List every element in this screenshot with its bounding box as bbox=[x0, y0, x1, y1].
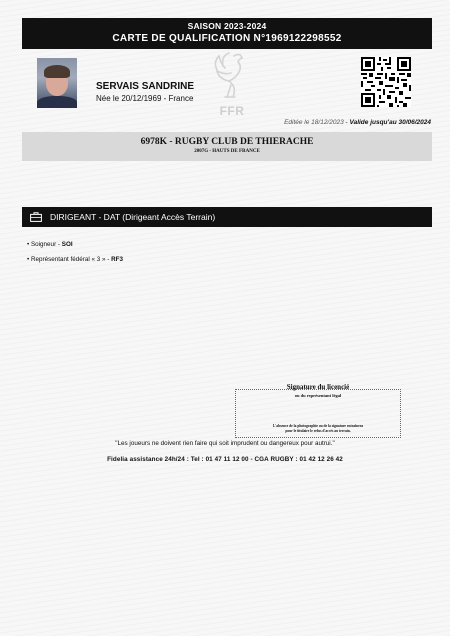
signature-title: Signature du licencié bbox=[286, 383, 350, 391]
club-region: 2007G - HAUTS DE FRANCE bbox=[194, 149, 260, 154]
validity-date: Valide jusqu'au 30/06/2024 bbox=[349, 119, 431, 126]
signature-note: L'absence de la photographie ou de la signature entraînera pour le titulaire le refus d'accès au terrain. bbox=[272, 424, 364, 433]
role-bar bbox=[22, 207, 432, 227]
person-name: SERVAIS SANDRINE bbox=[96, 81, 194, 92]
header-bar bbox=[22, 18, 432, 49]
assistance-line: Fidelia assistance 24h/24 : Tel : 01 47 11 12 00 - CGA RUGBY : 01 42 12 26 42 bbox=[107, 456, 343, 463]
signature-subtitle: ou du représentant légal bbox=[294, 393, 342, 398]
qr-code bbox=[361, 57, 411, 107]
edition-date: Editée le 18/12/2023 bbox=[284, 119, 344, 126]
club-banner bbox=[22, 132, 432, 161]
briefcase-icon bbox=[30, 212, 42, 222]
club-name: 6978K - RUGBY CLUB DE THIERACHE bbox=[140, 137, 314, 147]
ffr-logo-text: FFR bbox=[219, 104, 245, 118]
function-item: • Soigneur - SOI bbox=[27, 241, 73, 248]
birth-info: Née le 20/12/1969 - France bbox=[96, 94, 194, 103]
season-label: SAISON 2023-2024 bbox=[187, 21, 267, 31]
rules-quote: "Les joueurs ne doivent rien faire qui soit imprudent ou dangereux pour autrui." bbox=[115, 440, 335, 447]
edition-line: Editée le 18/12/2023 - Valide jusqu'au 30/06/2024 bbox=[284, 119, 431, 126]
function-code: SOI bbox=[61, 241, 73, 248]
function-item: • Représentant fédéral « 3 » - RF3 bbox=[27, 256, 124, 263]
card-title: CARTE DE QUALIFICATION N°1969122298552 bbox=[112, 33, 342, 44]
function-code: RF3 bbox=[111, 256, 124, 263]
player-photo bbox=[37, 58, 77, 108]
role-label: DIRIGEANT - DAT (Dirigeant Accès Terrain) bbox=[50, 212, 216, 222]
